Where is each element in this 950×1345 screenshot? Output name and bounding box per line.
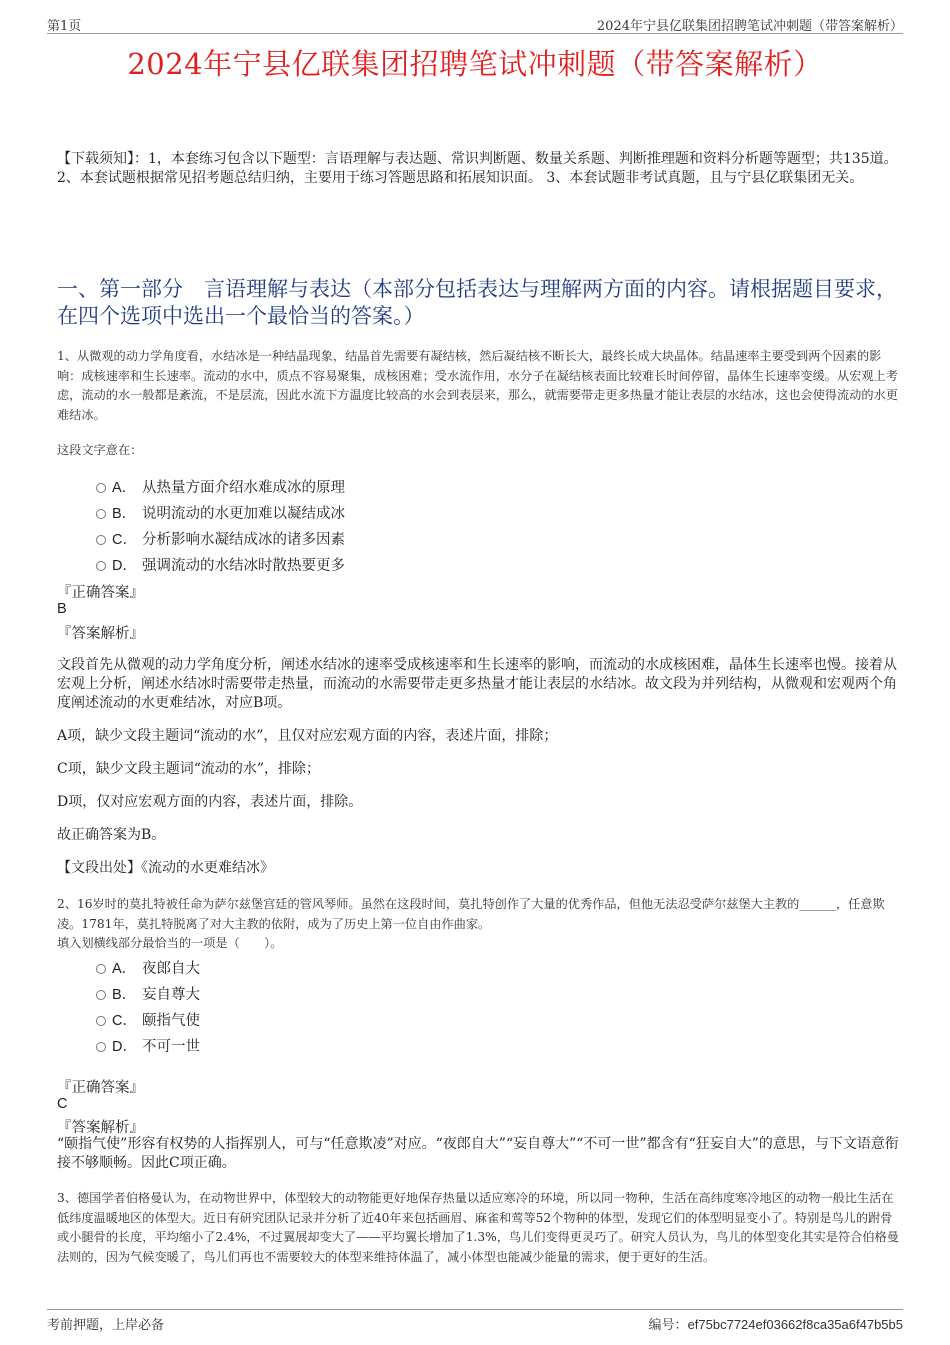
question-1-stem: 1、从微观的动力学角度看，水结冰是一种结晶现象，结晶首先需要有凝结核，然后凝结核不断长大，最终长成大块晶体。结晶速率主要受到两个因素的影响：成核速率和生长速率。流动的水中，质点不容易聚集，成核困难；受水流作用，水分子在凝结核表面比较难长时间停留，晶体生长速率变缓。从宏观上考虑，流动的水一般都是紊流，不是层流，因此水流下方温度比较高的水会到表层来，那么，就需要带走更多热量才能让表层的水结冰，这也会使得流动的水更难结冰。 — [57, 349, 898, 422]
q1-option-a[interactable]: A． 从热量方面介绍水难成冰的原理 — [96, 476, 345, 496]
q1-note-a: A项，缺少文段主题词“流动的水”，且仅对应宏观方面的内容，表述片面，排除； — [57, 728, 558, 744]
document-title: 2024年宁县亿联集团招聘笔试冲刺题（带答案解析） — [127, 47, 823, 81]
header-doc-title: 2024年宁县亿联集团招聘笔试冲刺题（带答案解析） — [596, 19, 903, 34]
q1-analysis: 文段首先从微观的动力学角度分析，阐述水结冰的速率受成核速率和生长速率的影响，而流动的水成核困难，晶体生长速率也慢。接着从宏观上分析，阐述水结冰时需要带走热量，而流动的水需要带走更多热量才能让表层的水结冰。故文段为并列结构，从微观和宏观两个角度阐述流动的水更难结冰，对应B项。 — [57, 657, 897, 711]
question-2-stem: 2、16岁时的莫扎特被任命为萨尔兹堡宫廷的管风琴师。虽然在这段时间，莫扎特创作了大量的优秀作品，但他无法忍受萨尔兹堡大主教的______，任意欺凌。1781年，莫扎特脱离了对大主教的依附，成为了历史上第一位自由作曲家。 — [57, 897, 885, 931]
page-number: 第1页 — [47, 19, 82, 34]
page-footer — [47, 1309, 903, 1333]
radio-icon[interactable] — [96, 1042, 106, 1052]
question-1-prompt: 这段文字意在： — [57, 443, 143, 457]
download-notice: 【下载须知】：1，本套练习包含以下题型：言语理解与表达题、常识判断题、数量关系题、判断推理题和资料分析题等题型；共135道。 2、本套试题根据常见招考题总结归纳，主要用于练习答题思路和拓展知识面。 3、本套试题非考试真题，且与宁县亿联集团无关。 — [57, 151, 898, 186]
q1-answer-label: 『正确答案』 — [57, 585, 144, 601]
footer-slogan: 考前押题，上岸必备 — [47, 1318, 165, 1333]
q1-note-d: D项，仅对应宏观方面的内容，表述片面，排除。 — [57, 794, 363, 810]
radio-icon[interactable] — [96, 561, 106, 571]
q1-option-b[interactable]: B． 说明流动的水更加难以凝结成冰 — [96, 502, 345, 522]
q2-option-b[interactable]: B． 妄自尊大 — [96, 983, 200, 1003]
radio-icon[interactable] — [96, 990, 106, 1000]
q2-answer: C — [57, 1096, 68, 1112]
document-code: 编号：ef75bc7724ef03662f8ca35a6f47b5b5 — [648, 1317, 903, 1333]
radio-icon[interactable] — [96, 509, 106, 519]
q1-option-c[interactable]: C． 分析影响水凝结成冰的诸多因素 — [96, 528, 345, 548]
section-heading: 一、第一部分 言语理解与表达（本部分包括表达与理解两方面的内容。请根据题目要求，在四个选项中选出一个最恰当的答案。） — [57, 277, 897, 328]
question-3-stem: 3、德国学者伯格曼认为，在动物世界中，体型较大的动物能更好地保存热量以适应寒冷的环境，所以同一物种，生活在高纬度寒冷地区的动物一般比生活在低纬度温暖地区的体型大。近日有研究团队记录并分析了近40年来包括画眉、麻雀和莺等52个物种的体型，发现它们的体型明显变小了。特别是鸟儿的跗骨或小腿骨的长度，平均缩小了2.4%，不过翼展却变大了——平均翼长增加了1.3%，鸟儿们变得更灵巧了。研究人员认为，鸟儿的体型变化其实是符合伯格曼法则的，因为气候变暖了，鸟儿们再也不需要较大的体型来维持体温了，减小体型也能减少能量的需求，便于更好的生活。 — [57, 1191, 899, 1264]
q2-analysis: “颐指气使”形容有权势的人指挥别人，可与“任意欺凌”对应。“夜郎自大”“妄自尊大”“不可一世”都含有“狂妄自大”的意思，与下文语意衔接不够顺畅。因此C项正确。 — [57, 1136, 899, 1171]
q2-option-a[interactable]: A． 夜郎自大 — [96, 957, 200, 977]
radio-icon[interactable] — [96, 1016, 106, 1026]
question-2-prompt: 填入划横线部分最恰当的一项是（ ）。 — [57, 936, 283, 950]
q2-option-d[interactable]: D． 不可一世 — [96, 1035, 200, 1055]
q2-option-c[interactable]: C． 颐指气使 — [96, 1009, 200, 1029]
page-header — [47, 13, 903, 34]
radio-icon[interactable] — [96, 964, 106, 974]
q1-option-d[interactable]: D． 强调流动的水结冰时散热要更多 — [96, 554, 345, 574]
q1-answer: B — [57, 601, 67, 617]
radio-icon[interactable] — [96, 483, 106, 493]
q2-answer-label: 『正确答案』 — [57, 1080, 144, 1096]
q1-analysis-label: 『答案解析』 — [57, 626, 144, 642]
radio-icon[interactable] — [96, 535, 106, 545]
q1-note-c: C项，缺少文段主题词“流动的水”，排除； — [57, 761, 321, 777]
q1-source: 【文段出处】《流动的水更难结冰》 — [57, 860, 274, 876]
q1-conclusion: 故正确答案为B。 — [57, 827, 166, 843]
q2-analysis-label: 『答案解析』 — [57, 1120, 144, 1136]
